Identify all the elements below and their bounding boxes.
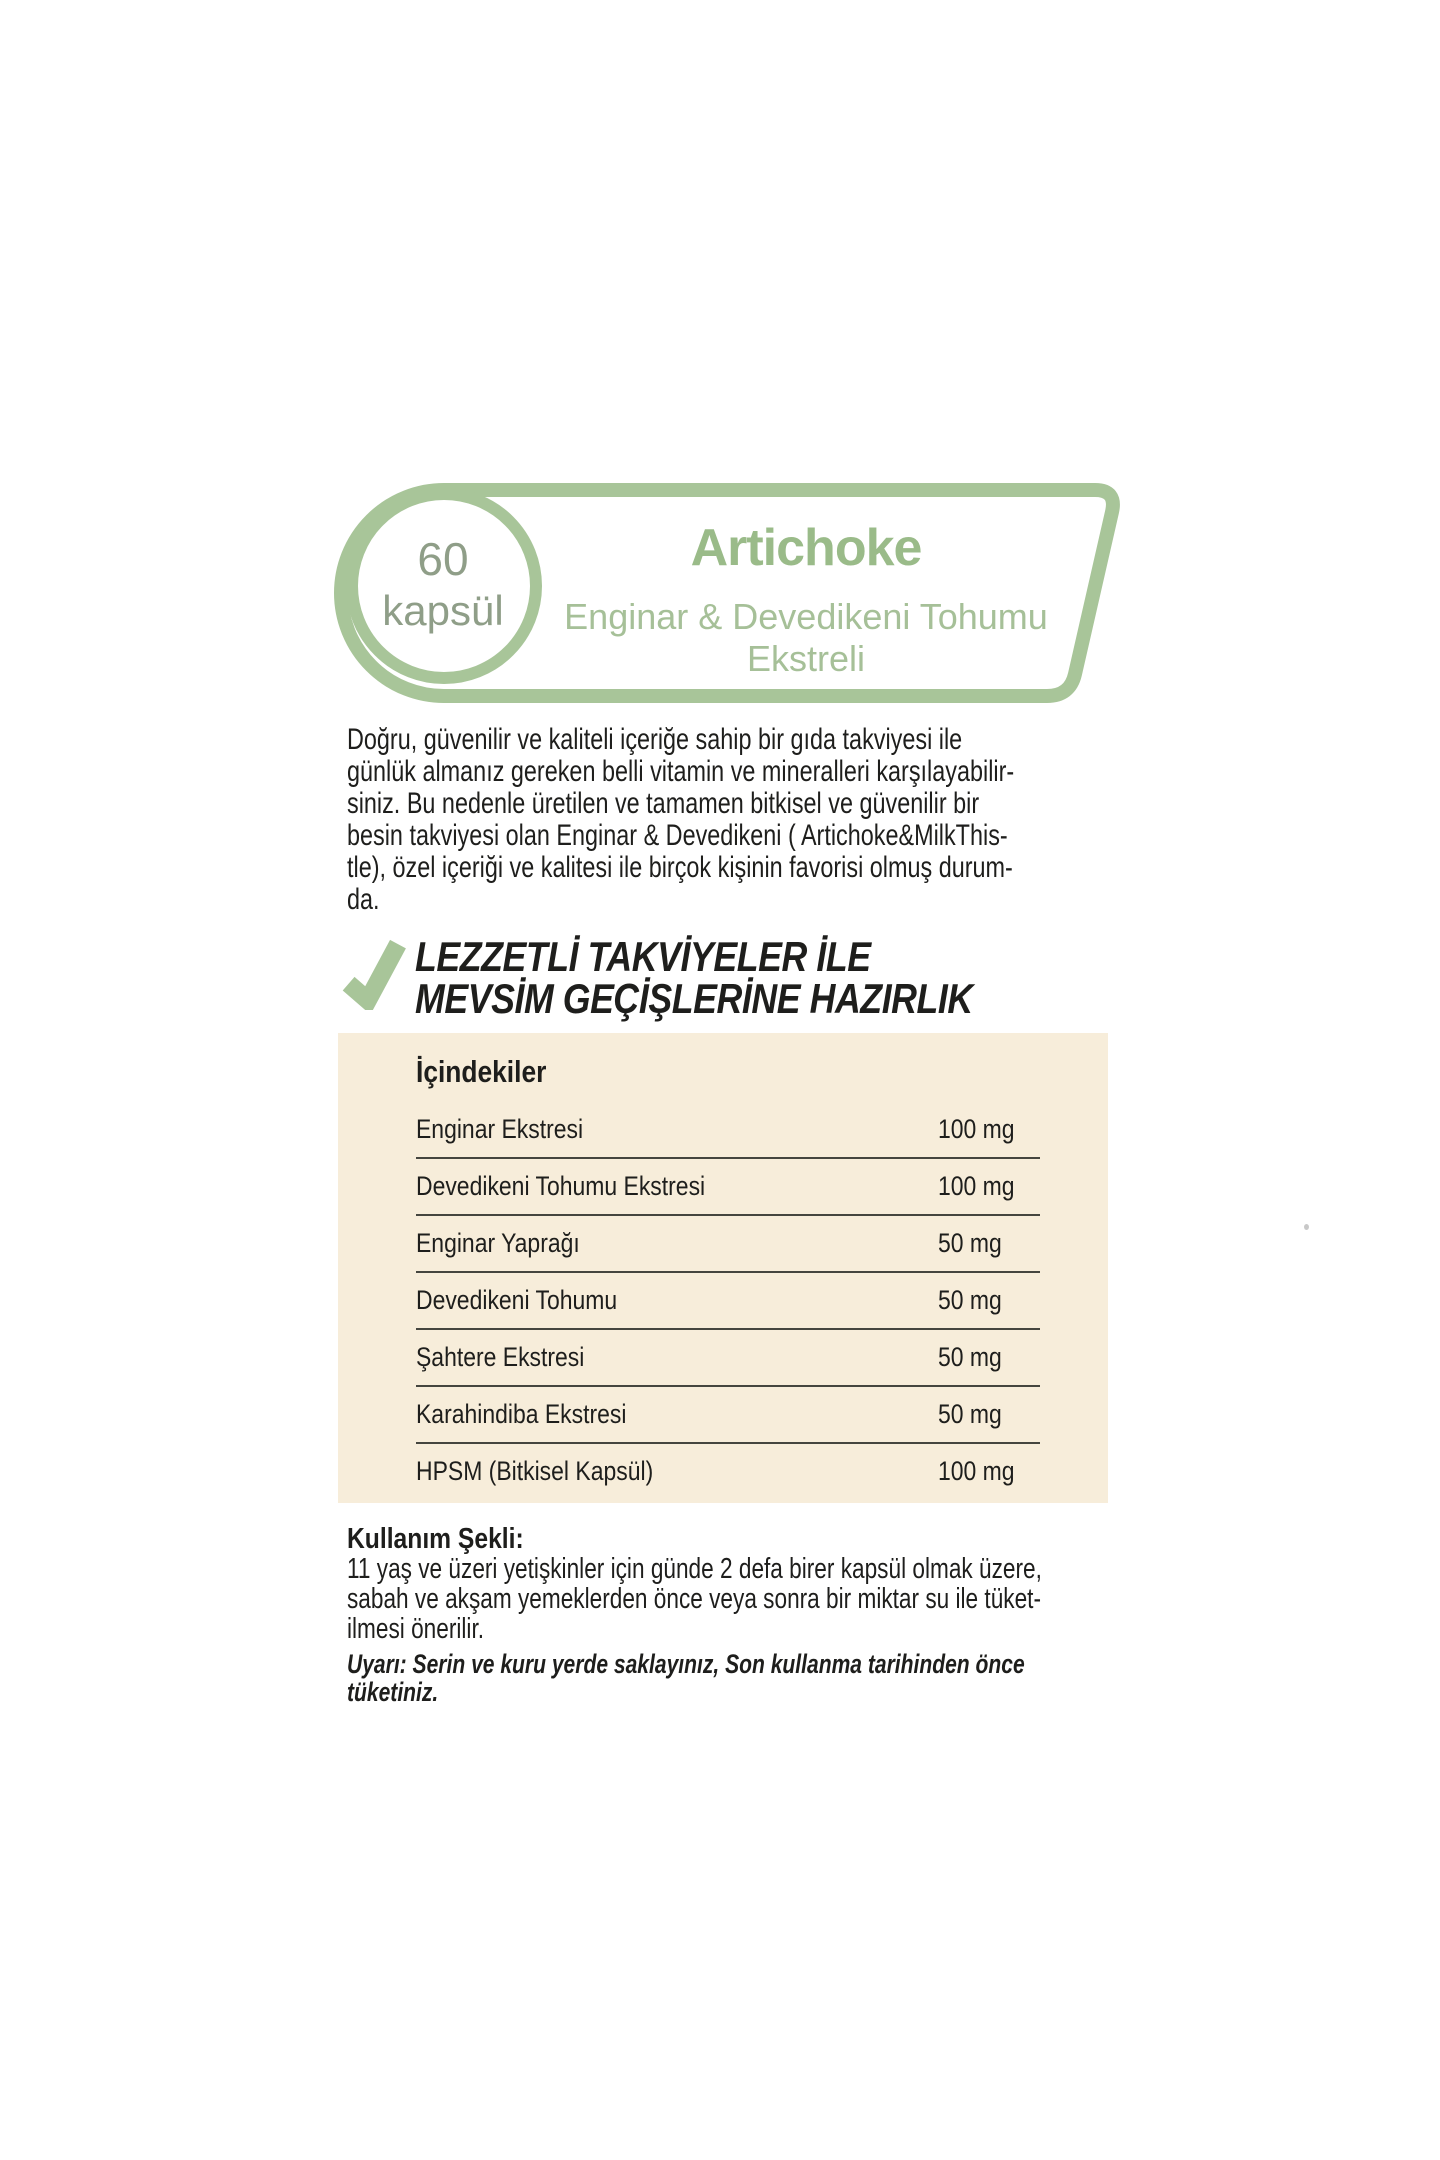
ingredient-name: HPSM (Bitkisel Kapsül): [416, 1456, 654, 1486]
ingredient-name: Karahindiba Ekstresi: [416, 1399, 627, 1429]
ingredients-panel: [338, 1033, 1108, 1503]
ingredient-amount: 100 mg: [938, 1171, 1015, 1201]
ingredient-amount: 100 mg: [938, 1456, 1015, 1486]
warning-line: tüketiniz.: [347, 1677, 439, 1707]
capsule-count: 60: [417, 533, 469, 585]
highlight-line2: MEVSİM GEÇİŞLERİNE HAZIRLIK: [415, 975, 973, 1022]
intro-line: siniz. Bu nedenle üretilen ve tamamen bitkisel ve güvenilir bir: [347, 787, 980, 820]
ingredients-table: [416, 1102, 1040, 1499]
ingredient-amount: 100 mg: [938, 1114, 1015, 1144]
intro-line: da.: [347, 883, 380, 916]
intro-line: besin takviyesi olan Enginar & Devedikeni ( Artichoke&MilkThis-: [347, 819, 1008, 852]
ingredient-amount: 50 mg: [938, 1285, 1002, 1315]
ingredient-row: [416, 1273, 1040, 1330]
ingredient-row: [416, 1444, 1040, 1499]
ingredient-amount: 50 mg: [938, 1342, 1002, 1372]
storage-warning: [347, 1650, 1147, 1706]
speck-dot: [1304, 1224, 1309, 1230]
capsule-unit: kapsül: [382, 587, 504, 634]
ingredient-name: Devedikeni Tohumu Ekstresi: [416, 1171, 706, 1201]
product-subtitle-line1: Enginar & Devedikeni Tohumu: [564, 596, 1048, 637]
checkmark-icon: [336, 938, 408, 1010]
product-title: Artichoke: [690, 519, 922, 577]
usage-line: 11 yaş ve üzeri yetişkinler için günde 2 defa birer kapsül olmak üzere,: [347, 1553, 1042, 1585]
intro-line: tle), özel içeriği ve kalitesi ile birçok kişinin favorisi olmuş durum-: [347, 851, 1013, 884]
ingredient-name: Devedikeni Tohumu: [416, 1285, 618, 1315]
warning-line: Uyarı: Serin ve kuru yerde saklayınız, Son kullanma tarihinden önce: [347, 1649, 1025, 1679]
ingredient-name: Enginar Ekstresi: [416, 1114, 584, 1144]
ingredient-amount: 50 mg: [938, 1399, 1002, 1429]
intro-paragraph: [347, 724, 1137, 916]
usage-section: [347, 1524, 1147, 1706]
ingredient-row: [416, 1102, 1040, 1159]
highlight-heading: [415, 933, 1115, 1022]
ingredient-name: Şahtere Ekstresi: [416, 1342, 585, 1372]
ingredient-row: [416, 1330, 1040, 1387]
highlight-line1: LEZZETLİ TAKVİYELER İLE: [415, 933, 871, 980]
usage-line: ilmesi önerilir.: [347, 1613, 485, 1645]
ingredients-title: İçindekiler: [416, 1054, 547, 1089]
intro-line: günlük almanız gereken belli vitamin ve mineralleri karşılayabilir-: [347, 755, 1015, 788]
ingredient-row: [416, 1159, 1040, 1216]
intro-line: Doğru, güvenilir ve kaliteli içeriğe sahip bir gıda takviyesi ile: [347, 723, 963, 756]
ingredient-amount: 50 mg: [938, 1228, 1002, 1258]
ingredient-name: Enginar Yaprağı: [416, 1228, 580, 1258]
product-subtitle-line2: Ekstreli: [746, 638, 866, 679]
usage-line: sabah ve akşam yemeklerden önce veya sonra bir miktar su ile tüket-: [347, 1583, 1042, 1615]
ingredient-row: [416, 1387, 1040, 1444]
ingredient-row: [416, 1216, 1040, 1273]
usage-title: Kullanım Şekli:: [347, 1523, 524, 1555]
